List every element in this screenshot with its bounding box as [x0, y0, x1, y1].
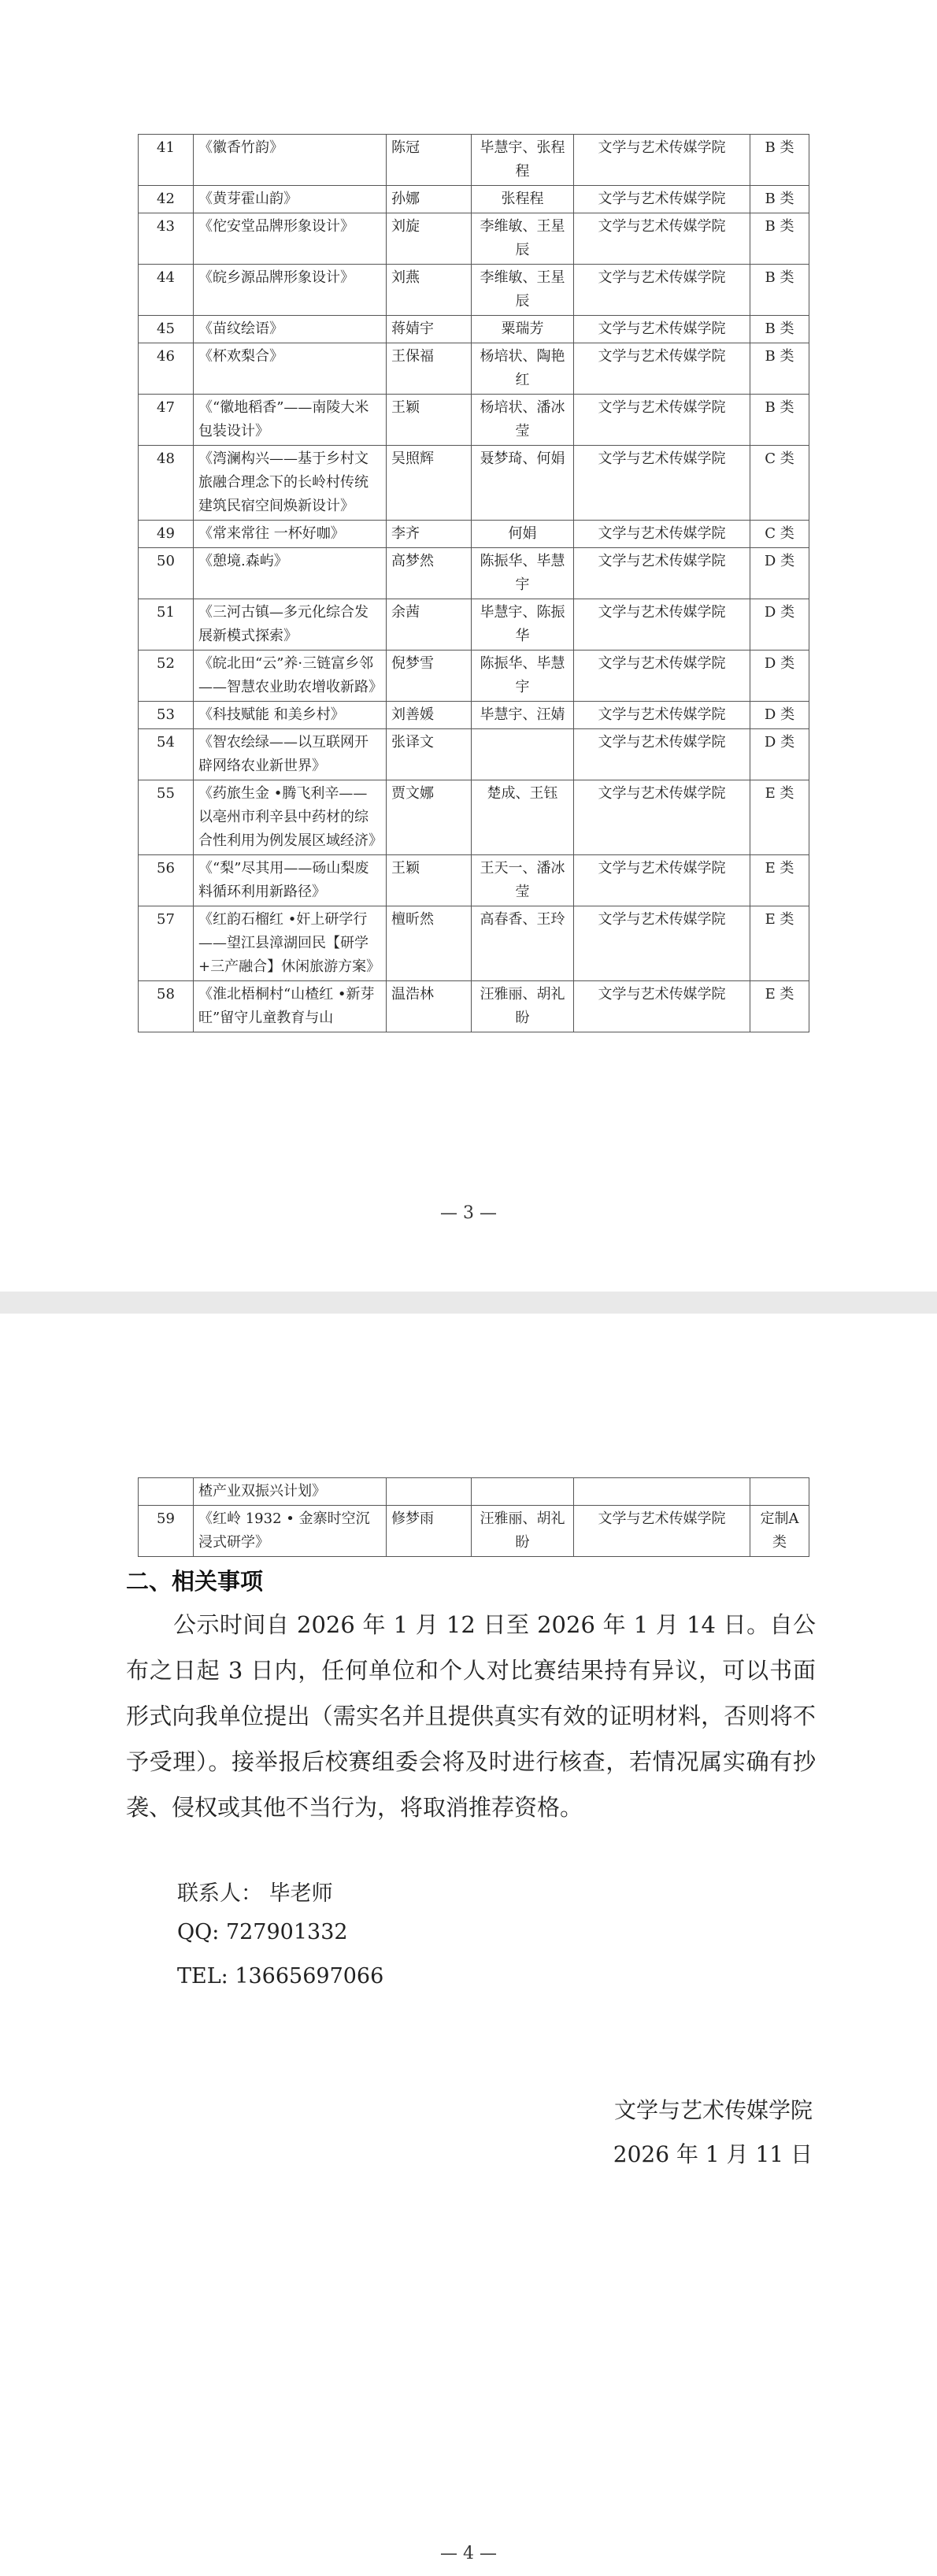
- cell-title: 《黄芽霍山韵》: [194, 186, 387, 213]
- cell-no: 44: [139, 265, 194, 316]
- cell-author: 余茜: [387, 599, 472, 650]
- cell-level: D 类: [750, 548, 809, 599]
- cell-no: 54: [139, 729, 194, 780]
- table-row: [139, 702, 809, 729]
- page-number: — 3 —: [440, 1203, 497, 1223]
- cell-advisor: 毕慧宇、张程程: [472, 135, 574, 186]
- cell-author: 李齐: [387, 521, 472, 548]
- cell-title: 《“梨”尽其用——砀山梨废料循环利用新路径》: [194, 855, 387, 906]
- cell-level: E 类: [750, 780, 809, 855]
- cell-level: [750, 1478, 809, 1506]
- cell-no: 50: [139, 548, 194, 599]
- cell-no: 57: [139, 906, 194, 981]
- cell-title: 《三河古镇—多元化综合发展新模式探索》: [194, 599, 387, 650]
- cell-advisor: 汪雅丽、胡礼盼: [472, 981, 574, 1032]
- cell-author: 王保福: [387, 343, 472, 395]
- page-gap: [0, 1292, 937, 1314]
- cell-no: 51: [139, 599, 194, 650]
- table-row: [139, 395, 809, 446]
- cell-title: 《苗纹绘语》: [194, 316, 387, 343]
- cell-advisor: 楚成、王钰: [472, 780, 574, 855]
- cell-advisor: 杨培状、陶艳红: [472, 343, 574, 395]
- cell-author: 温浩林: [387, 981, 472, 1032]
- cell-no: 53: [139, 702, 194, 729]
- cell-title: 《徽香竹韵》: [194, 135, 387, 186]
- cell-level: D 类: [750, 729, 809, 780]
- results-table-page-3: [138, 134, 809, 1032]
- cell-author: 蒋婧宇: [387, 316, 472, 343]
- contact-qq: QQ: 727901332: [177, 1920, 348, 1944]
- contact-tel: TEL: 13665697066: [177, 1964, 384, 1989]
- cell-college: 文学与艺术传媒学院: [574, 213, 750, 265]
- cell-level: E 类: [750, 855, 809, 906]
- cell-college: 文学与艺术传媒学院: [574, 521, 750, 548]
- cell-author: 刘旋: [387, 213, 472, 265]
- cell-level: B 类: [750, 186, 809, 213]
- cell-level: B 类: [750, 213, 809, 265]
- cell-college: 文学与艺术传媒学院: [574, 395, 750, 446]
- cell-no: 55: [139, 780, 194, 855]
- cell-level: C 类: [750, 521, 809, 548]
- cell-advisor: 杨培状、潘冰莹: [472, 395, 574, 446]
- cell-author: 张译文: [387, 729, 472, 780]
- table-row: [139, 1506, 809, 1557]
- table-row: [139, 729, 809, 780]
- cell-advisor: 毕慧宇、汪婧: [472, 702, 574, 729]
- cell-no: 42: [139, 186, 194, 213]
- cell-advisor: 王天一、潘冰莹: [472, 855, 574, 906]
- cell-advisor: 高春香、王玲: [472, 906, 574, 981]
- table-row-continuation: [139, 1478, 809, 1506]
- cell-no: 59: [139, 1506, 194, 1557]
- cell-college: 文学与艺术传媒学院: [574, 186, 750, 213]
- cell-title: 《佗安堂品牌形象设计》: [194, 213, 387, 265]
- cell-level: B 类: [750, 265, 809, 316]
- cell-college: 文学与艺术传媒学院: [574, 855, 750, 906]
- cell-level: B 类: [750, 316, 809, 343]
- table-row: [139, 135, 809, 186]
- table-row: [139, 213, 809, 265]
- cell-advisor: [472, 1478, 574, 1506]
- cell-college: 文学与艺术传媒学院: [574, 316, 750, 343]
- cell-title: 《皖北田“云”养·三链富乡邻——智慧农业助农增收新路》: [194, 650, 387, 702]
- cell-author: 孙娜: [387, 186, 472, 213]
- table-row: [139, 650, 809, 702]
- cell-title: 《红岭 1932 • 金寨时空沉浸式研学》: [194, 1506, 387, 1557]
- table-row: [139, 186, 809, 213]
- cell-no: 41: [139, 135, 194, 186]
- cell-author: 高梦然: [387, 548, 472, 599]
- cell-author: 吴照辉: [387, 446, 472, 521]
- cell-level: E 类: [750, 906, 809, 981]
- table-row: [139, 855, 809, 906]
- cell-author: 王颖: [387, 855, 472, 906]
- table-row: [139, 265, 809, 316]
- cell-advisor: 李维敏、王星辰: [472, 265, 574, 316]
- cell-level: B 类: [750, 135, 809, 186]
- cell-author: 刘善媛: [387, 702, 472, 729]
- cell-title: 《常来常往 一杯好咖》: [194, 521, 387, 548]
- cell-level: C 类: [750, 446, 809, 521]
- cell-college: 文学与艺术传媒学院: [574, 343, 750, 395]
- table-row: [139, 981, 809, 1032]
- table-row: [139, 316, 809, 343]
- cell-level: B 类: [750, 343, 809, 395]
- contact-person: 联系人： 毕老师: [177, 1881, 333, 1906]
- cell-author: 倪梦雪: [387, 650, 472, 702]
- cell-title: 《皖乡源品牌形象设计》: [194, 265, 387, 316]
- cell-advisor: 聂梦琦、何娟: [472, 446, 574, 521]
- cell-author: 王颖: [387, 395, 472, 446]
- cell-no: [139, 1478, 194, 1506]
- cell-advisor: 陈振华、毕慧宇: [472, 650, 574, 702]
- cell-college: 文学与艺术传媒学院: [574, 702, 750, 729]
- table-row: [139, 343, 809, 395]
- cell-college: 文学与艺术传媒学院: [574, 780, 750, 855]
- cell-college: 文学与艺术传媒学院: [574, 650, 750, 702]
- signature-date: 2026 年 1 月 11 日: [613, 2141, 813, 2167]
- cell-college: 文学与艺术传媒学院: [574, 981, 750, 1032]
- cell-level: D 类: [750, 702, 809, 729]
- cell-no: 45: [139, 316, 194, 343]
- table-row: [139, 446, 809, 521]
- cell-college: 文学与艺术传媒学院: [574, 599, 750, 650]
- cell-title: 《科技赋能 和美乡村》: [194, 702, 387, 729]
- cell-level: D 类: [750, 650, 809, 702]
- cell-author: 刘燕: [387, 265, 472, 316]
- table-row: [139, 780, 809, 855]
- cell-advisor: 陈振华、毕慧宇: [472, 548, 574, 599]
- cell-no: 52: [139, 650, 194, 702]
- cell-author: 檀昕然: [387, 906, 472, 981]
- cell-title: 《红韵石榴红 •奸上研学行——望江县漳湖回民【研学+三产融合】休闲旅游方案》: [194, 906, 387, 981]
- table-row: [139, 548, 809, 599]
- cell-title: 《药旅生金 •腾飞利辛——以亳州市利辛县中药材的综合性利用为例发展区域经济》: [194, 780, 387, 855]
- notice-paragraph: 公示时间自 2026 年 1 月 12 日至 2026 年 1 月 14 日。自公布之日起 3 日内，任何单位和个人对比赛结果持有异议，可以书面形式向我单位提出（需实名并且提供真实有效的证明材料，否则将不予受理）。接举报后校赛组委会将及时进行核查，若情况属实确有抄袭、侵权或其他不当行为，将取消推荐资格。: [126, 1611, 816, 1821]
- cell-author: 贾文娜: [387, 780, 472, 855]
- table-row: [139, 521, 809, 548]
- cell-title: 《“徽地稻香”——南陵大米包装设计》: [194, 395, 387, 446]
- signature-org: 文学与艺术传媒学院: [613, 2097, 813, 2123]
- cell-advisor: 何娟: [472, 521, 574, 548]
- cell-no: 48: [139, 446, 194, 521]
- cell-advisor: 汪雅丽、胡礼盼: [472, 1506, 574, 1557]
- cell-no: 49: [139, 521, 194, 548]
- cell-level: B 类: [750, 395, 809, 446]
- cell-title: 《湾澜构兴——基于乡村文旅融合理念下的长岭村传统建筑民宿空间焕新设计》: [194, 446, 387, 521]
- section-heading: 二、相关事项: [126, 1568, 264, 1595]
- cell-title: 《憩境.森屿》: [194, 548, 387, 599]
- cell-advisor: [472, 729, 574, 780]
- cell-no: 46: [139, 343, 194, 395]
- results-table-page-4: [138, 1477, 809, 1557]
- cell-college: 文学与艺术传媒学院: [574, 1506, 750, 1557]
- cell-title: 《淮北梧桐村“山楂红 •新芽旺”留守儿童教育与山: [194, 981, 387, 1032]
- cell-college: 文学与艺术传媒学院: [574, 265, 750, 316]
- cell-no: 58: [139, 981, 194, 1032]
- cell-college: 文学与艺术传媒学院: [574, 548, 750, 599]
- cell-advisor: 毕慧宇、陈振华: [472, 599, 574, 650]
- cell-college: [574, 1478, 750, 1506]
- cell-author: 修梦雨: [387, 1506, 472, 1557]
- cell-college: 文学与艺术传媒学院: [574, 135, 750, 186]
- cell-advisor: 李维敏、王星辰: [472, 213, 574, 265]
- cell-advisor: 张程程: [472, 186, 574, 213]
- cell-title: 《杯欢梨合》: [194, 343, 387, 395]
- page-number: — 4 —: [440, 2544, 497, 2563]
- cell-no: 56: [139, 855, 194, 906]
- cell-advisor: 粟瑞芳: [472, 316, 574, 343]
- table-row: [139, 599, 809, 650]
- cell-college: 文学与艺术传媒学院: [574, 729, 750, 780]
- cell-level: 定制A 类: [750, 1506, 809, 1557]
- cell-no: 47: [139, 395, 194, 446]
- cell-title: 《智农绘绿——以互联网开辟网络农业新世界》: [194, 729, 387, 780]
- cell-author: 陈冠: [387, 135, 472, 186]
- cell-college: 文学与艺术传媒学院: [574, 906, 750, 981]
- cell-level: D 类: [750, 599, 809, 650]
- cell-level: E 类: [750, 981, 809, 1032]
- cell-author: [387, 1478, 472, 1506]
- cell-title: 楂产业双振兴计划》: [194, 1478, 387, 1506]
- cell-college: 文学与艺术传媒学院: [574, 446, 750, 521]
- table-row: [139, 906, 809, 981]
- cell-no: 43: [139, 213, 194, 265]
